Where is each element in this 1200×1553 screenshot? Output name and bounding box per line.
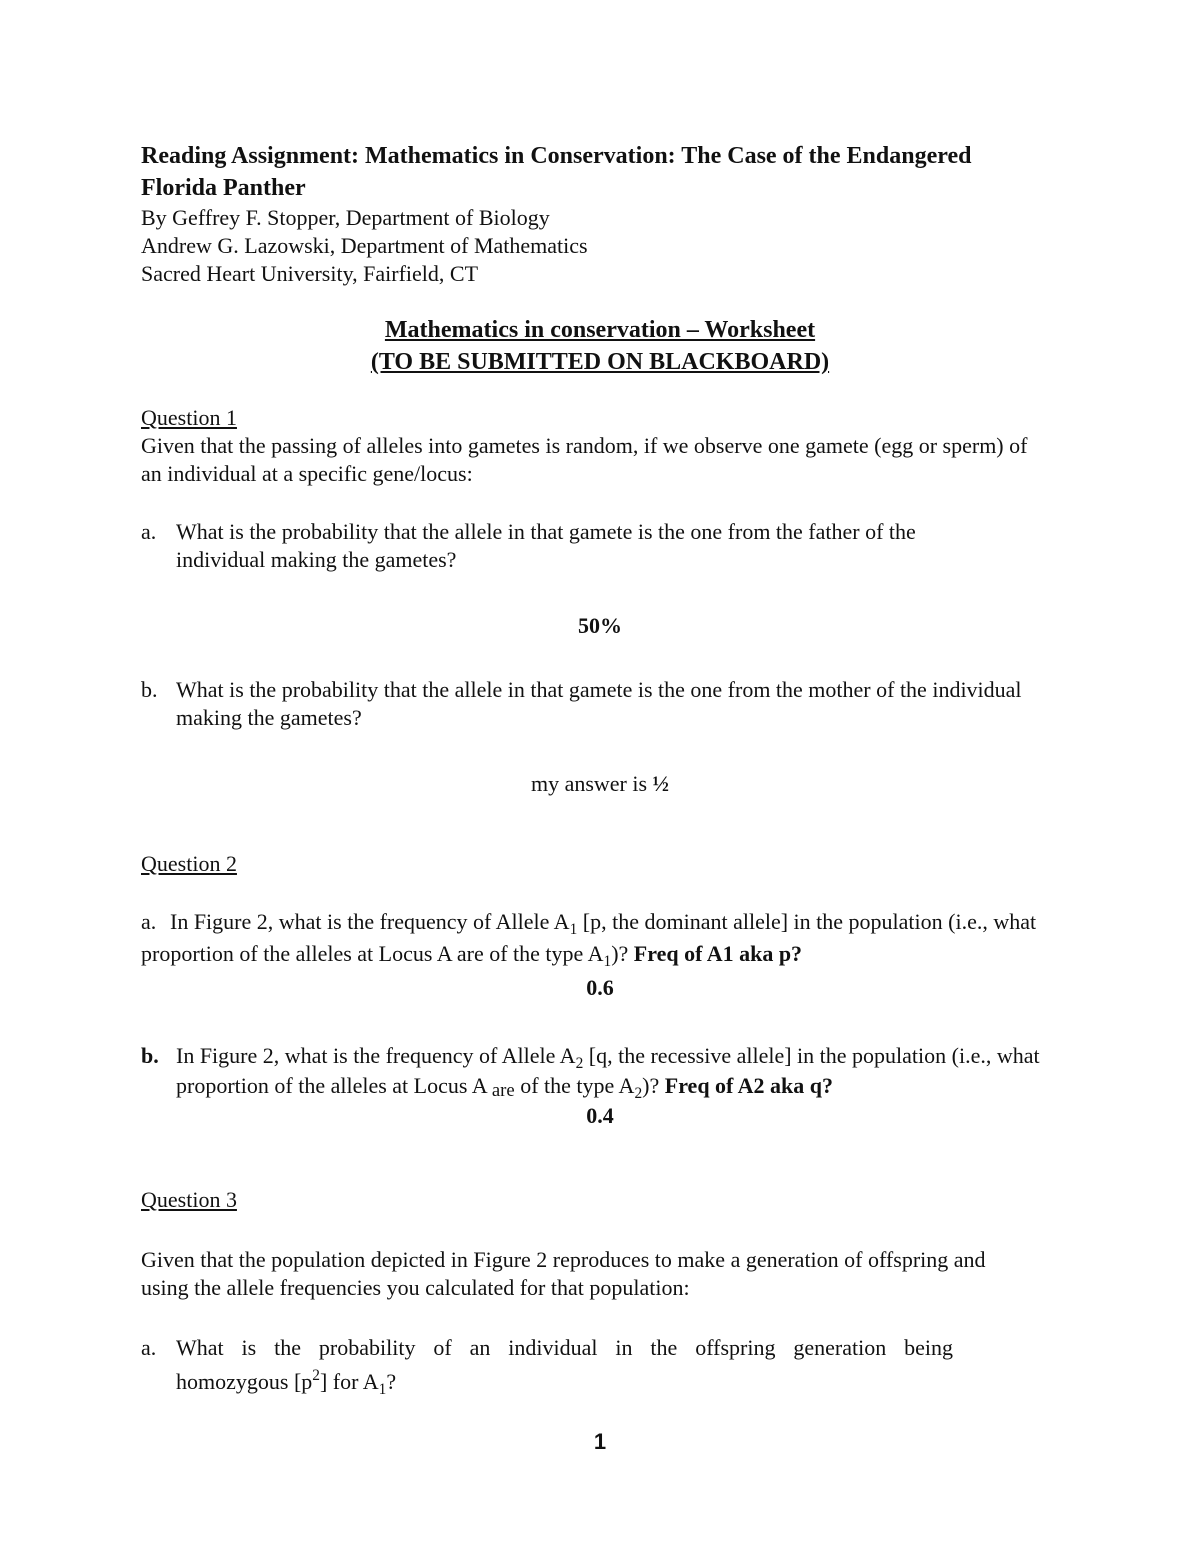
question-1-heading: Question 1 [141, 405, 237, 430]
question-1a-label: a. [141, 519, 157, 544]
question-2b-text-part: In Figure 2, what is the frequency of Allele A [176, 1043, 576, 1068]
question-2b-text-part: [q, the recessive allele] in the population (i.e., what [583, 1043, 1040, 1068]
question-3a-label: a. [141, 1335, 157, 1360]
question-2a-bold-prompt: Freq of A1 aka p? [633, 941, 803, 966]
question-2a-text-part: [p, the dominant allele] in the population (i.e., what [577, 909, 1037, 934]
question-1a-answer: 50% [578, 613, 622, 638]
question-3a-text-line-2 [176, 1362, 396, 1404]
question-1b-answer [0, 770, 1200, 798]
author-line-1: By Geffrey F. Stopper, Department of Biology [141, 205, 550, 230]
question-1b-label: b. [141, 677, 158, 702]
allele-subscript: 2 [634, 1085, 643, 1102]
exponent-superscript: 2 [312, 1367, 320, 1384]
question-1b-answer-value: ½ [652, 771, 670, 796]
worksheet-title: Mathematics in conservation – Worksheet [384, 317, 816, 343]
question-2a-text-part: )? [611, 941, 634, 966]
question-2a-answer: 0.6 [586, 975, 614, 1000]
question-1a-text-line-1: What is the probability that the allele in that gamete is the one from the father of the [176, 519, 916, 544]
question-2-heading: Question 2 [141, 851, 237, 876]
question-3a-text-part: ] for A [319, 1369, 379, 1394]
worksheet-subtitle: (TO BE SUBMITTED ON BLACKBOARD) [370, 349, 830, 375]
question-2b-text-part: of the type A [514, 1073, 635, 1098]
institution-line: Sacred Heart University, Fairfield, CT [141, 261, 479, 286]
document-title-line-1: Reading Assignment: Mathematics in Conservation: The Case of the Endangered [141, 143, 972, 169]
question-2a-text-line-1 [170, 908, 1036, 944]
question-2a-text-line-2 [141, 940, 802, 976]
question-3-intro-line-2: using the allele frequencies you calculated for that population: [141, 1275, 690, 1300]
allele-subscript: 1 [378, 1381, 387, 1398]
question-1b-text-line-1: What is the probability that the allele in that gamete is the one from the mother of the individual [176, 677, 1022, 702]
question-1-intro-line-1: Given that the passing of alleles into gametes is random, if we observe one gamete (egg or sperm) of [141, 433, 1028, 458]
document-title-line-2: Florida Panther [141, 175, 306, 201]
question-2a-label: a. [141, 909, 157, 934]
question-3a-text-part: ? [386, 1369, 397, 1394]
question-1-intro-line-2: an individual at a specific gene/locus: [141, 461, 473, 486]
question-1b-text-line-2: making the gametes? [176, 705, 362, 730]
question-2a-text-part: In Figure 2, what is the frequency of Allele A [170, 909, 570, 934]
question-1a-text-line-2: individual making the gametes? [176, 547, 457, 572]
author-line-2: Andrew G. Lazowski, Department of Mathematics [141, 233, 588, 258]
allele-subscript: 2 [575, 1055, 584, 1072]
question-3-intro-line-1: Given that the population depicted in Figure 2 reproduces to make a generation of offspring and [141, 1247, 986, 1272]
question-3-heading: Question 3 [141, 1187, 237, 1212]
question-2b-answer: 0.4 [586, 1103, 614, 1128]
allele-subscript: 1 [569, 921, 578, 938]
question-3a-text-part: homozygous [p [176, 1369, 313, 1394]
question-1b-answer-prefix: my answer is [530, 771, 653, 796]
question-2b-text-part: proportion of the alleles at Locus A [176, 1073, 492, 1098]
question-2b-label: b. [141, 1043, 159, 1068]
question-2b-are-word: are [491, 1080, 515, 1101]
page-number: 1 [593, 1429, 607, 1454]
question-2a-text-part: proportion of the alleles at Locus A are of the type A [141, 941, 604, 966]
allele-subscript: 1 [603, 953, 612, 970]
question-2b-bold-prompt: Freq of A2 aka q? [664, 1073, 834, 1098]
question-3a-text-line-1: What is the probability of an individual in the offspring generation being [176, 1335, 953, 1360]
question-2b-text-part: )? [642, 1073, 665, 1098]
